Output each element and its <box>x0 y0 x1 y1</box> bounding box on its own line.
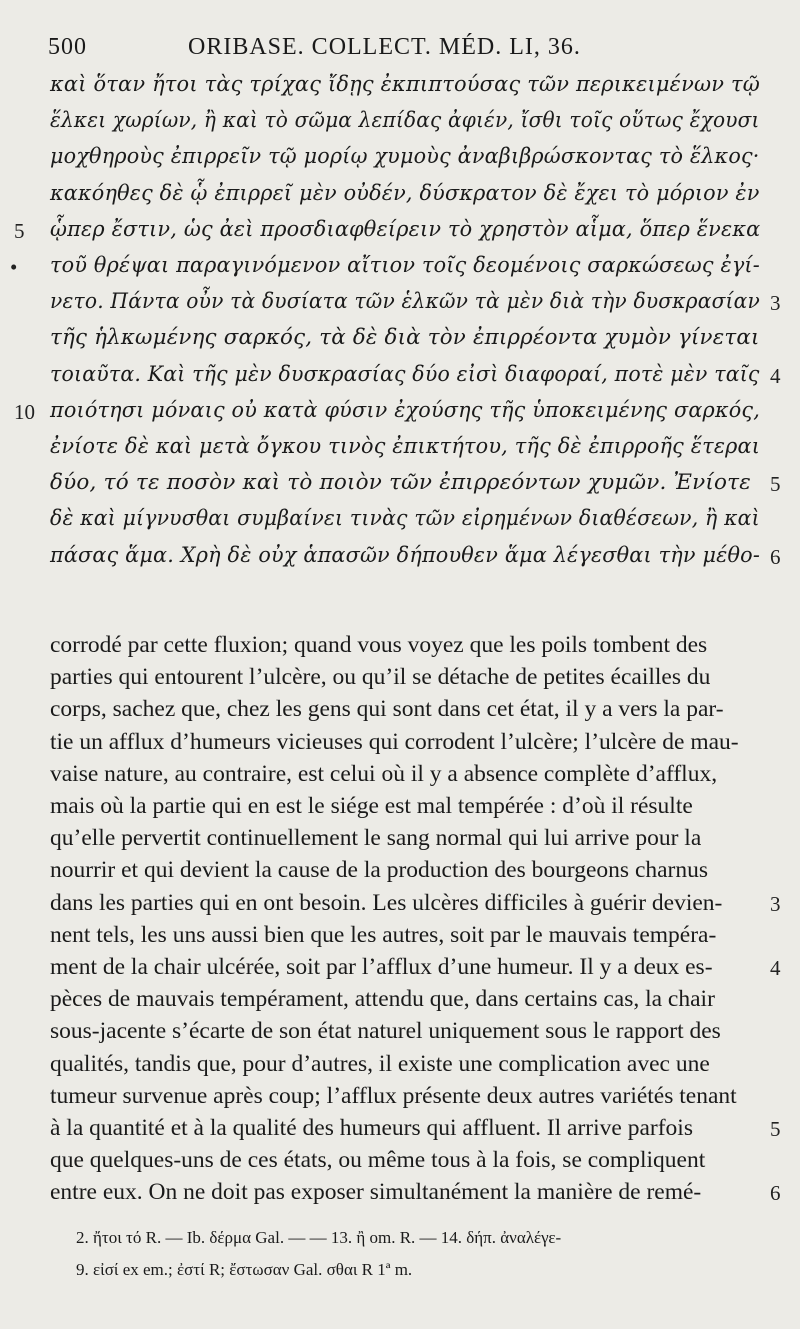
margin-note-number: • <box>10 255 18 279</box>
margin-note-number: 4 <box>770 956 781 980</box>
margin-note-number: 5 <box>770 472 781 497</box>
greek-text-line: μοχθηροὺς ἐπιρρεῖν τῷ μορίῳ χυμοὺς ἀναβιβρώσκοντας τὸ ἕλκος· <box>50 144 760 170</box>
margin-note-number: 4 <box>770 363 781 388</box>
french-text-line: qu’elle pervertit continuellement le sang normal qui lui arrive pour la <box>50 825 702 852</box>
french-text-line: nourrir et qui devient la cause de la production des bourgeons charnus <box>50 857 709 884</box>
footnote-line: 9. εἰσί ex em.; ἐστί R; ἔστωσαν Gal. σθαι R 1ª m. <box>76 1260 413 1279</box>
french-text-line: que quelques-uns de ces états, ou même tous à la fois, se compliquent <box>50 1147 706 1174</box>
french-text-line: à la quantité et à la qualité des humeurs qui affluent. Il arrive parfois <box>50 1115 693 1141</box>
french-text-line: corrodé par cette fluxion; quand vous voyez que les poils tombent des <box>50 632 708 658</box>
greek-text-line: τοιαῦτα. Καὶ τῆς μὲν δυσκρασίας δύο εἰσὶ διαφοραί, ποτὲ μὲν ταῖς <box>50 361 760 387</box>
greek-text-line: καὶ ὅταν ἤτοι τὰς τρίχας ἴδῃς ἐκπιπτούσας τῶν περικειμένων τῷ <box>50 72 761 97</box>
footnote-line: 2. ἤτοι τό R. — Ib. δέρμα Gal. — — 13. ἢ om. R. — 14. δήπ. ἀναλέγε- <box>76 1228 562 1247</box>
french-text-line: nent tels, les uns aussi bien que les autres, soit par le mauvais tempéra- <box>50 921 717 948</box>
page-header <box>48 34 748 66</box>
french-text-line: tumeur survenue après coup; l’afflux présente deux autres variétés tenant <box>50 1082 737 1109</box>
french-text-line: corps, sachez que, chez les gens qui sont dans cet état, il y a vers la par- <box>50 696 724 723</box>
french-text-line: mais où la partie qui en est le siége est mal tempérée : d’où il résulte <box>50 793 693 819</box>
greek-text-line: πάσας ἅμα. Χρὴ δὲ οὐχ ἁπασῶν δήπουθεν ἅμα λέγεσθαι τὴν μέθο- <box>50 542 761 568</box>
french-text-line: dans les parties qui en ont besoin. Les ulcères difficiles à guérir devien- <box>50 889 723 916</box>
margin-note-number: 3 <box>770 291 781 316</box>
french-text-line: tie un afflux d’humeurs vicieuses qui corrodent l’ulcère; l’ulcère de mau- <box>50 728 739 755</box>
greek-text-line: ᾧπερ ἔστιν, ὡς ἀεὶ προσδιαφθείρειν τὸ χρηστὸν αἷμα, ὅπερ ἕνεκα <box>50 216 761 242</box>
line-number: 10 <box>14 399 35 424</box>
greek-text-line: νετο. Πάντα οὖν τὰ δυσίατα τῶν ἑλκῶν τὰ μὲν διὰ τὴν δυσκρασίαν <box>50 289 760 315</box>
french-text-line: ment de la chair ulcérée, soit par l’afflux d’une humeur. Il y a deux es- <box>50 954 713 980</box>
margin-note-number: 6 <box>770 1181 781 1206</box>
page-number: 500 <box>48 34 87 60</box>
line-number: 5 <box>14 218 25 243</box>
margin-note-number: 5 <box>770 1117 781 1141</box>
margin-note-number: 3 <box>770 891 781 916</box>
greek-text-line: ποιότησι μόναις οὐ κατὰ φύσιν ἐχούσης τῆς ὑποκειμένης σαρκός, <box>50 397 761 423</box>
french-text-line: entre eux. On ne doit pas exposer simultanément la manière de remé- <box>50 1179 702 1206</box>
french-text-line: sous-jacente s’écarte de son état naturel uniquement sous le rapport des <box>50 1018 721 1045</box>
greek-text-line: τοῦ θρέψαι παραγινόμενον αἴτιον τοῖς δεομένοις σαρκώσεως ἐγί- <box>50 253 760 278</box>
greek-text-line: δὲ καὶ μίγνυσθαι συμβαίνει τινὰς τῶν εἰρημένων διαθέσεων, ἢ καὶ <box>50 506 760 532</box>
french-text-line: parties qui entourent l’ulcère, ou qu’il se détache de petites écailles du <box>50 664 711 691</box>
greek-text-line: ἕλκει χωρίων, ἢ καὶ τὸ σῶμα λεπίδας ἀφιέν, ἴσθι τοῖς οὕτως ἔχουσι <box>50 108 760 134</box>
margin-note-number: 6 <box>770 544 781 569</box>
greek-text-line: κακόηθες δὲ ᾧ ἐπιρρεῖ μὲν οὐδέν, δύσκρατον δὲ ἔχει τὸ μόριον ἐν <box>50 180 760 206</box>
french-text-line: qualités, tandis que, pour d’autres, il existe une complication avec une <box>50 1050 710 1077</box>
greek-text-line: ἐνίοτε δὲ καὶ μετὰ ὄγκου τινὸς ἐπικτήτου, τῆς δὲ ἐπιρροῆς ἕτεραι <box>50 434 761 459</box>
greek-text-line: τῆς ἡλκωμένης σαρκός, τὰ δὲ διὰ τὸν ἐπιρρέοντα χυμὸν γίνεται <box>50 325 760 351</box>
greek-text-line: δύο, τό τε ποσὸν καὶ τὸ ποιὸν τῶν ἐπιρρεόντων χυμῶν. Ἐνίοτε <box>50 470 752 496</box>
french-text-line: pèces de mauvais tempérament, attendu que, dans certains cas, la chair <box>50 986 715 1013</box>
french-text-line: vaise nature, au contraire, est celui où il y a absence complète d’afflux, <box>50 760 718 787</box>
running-title: ORIBASE. COLLECT. MÉD. LI, 36. <box>188 34 581 60</box>
